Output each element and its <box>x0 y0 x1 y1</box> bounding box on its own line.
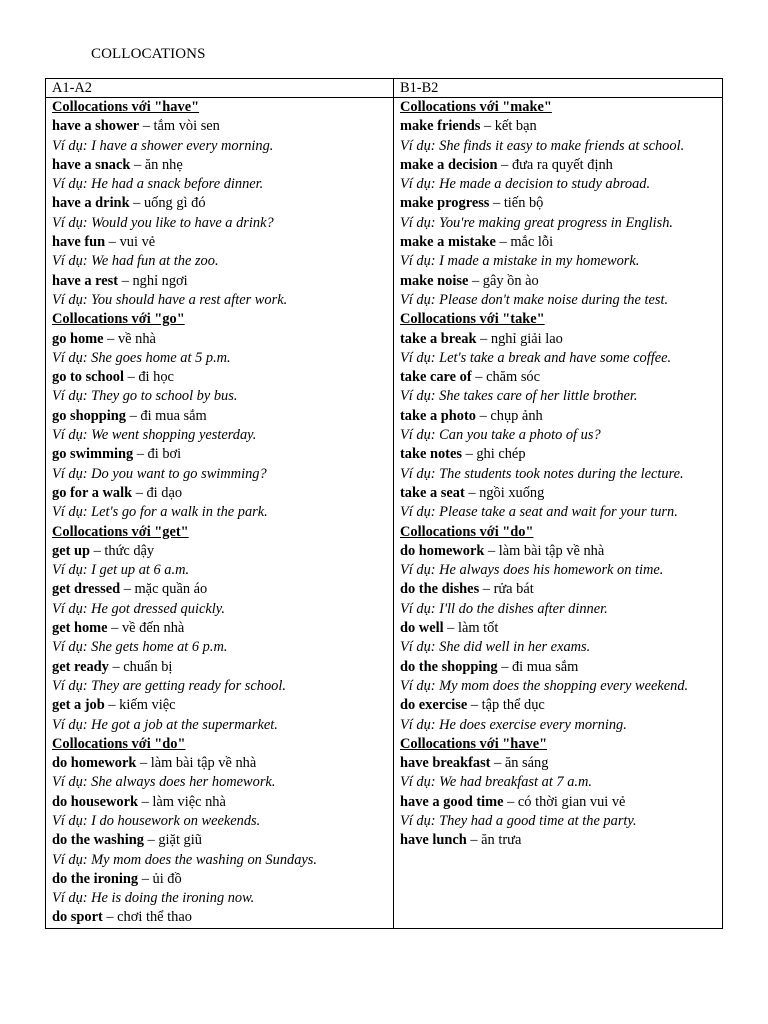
separator-dash: – <box>479 581 494 598</box>
example-sentence: Ví dụ: I have a shower every morning. <box>52 137 274 154</box>
collocation-meaning: chăm sóc <box>486 369 541 386</box>
collocation-phrase: go shopping <box>52 407 126 424</box>
collocation-phrase: have a good time <box>400 793 504 810</box>
collocation-meaning: làm bài tập về nhà <box>498 542 605 559</box>
example-sentence: Ví dụ: She did well in her exams. <box>400 639 591 656</box>
collocation-meaning: vui vẻ <box>119 234 156 251</box>
separator-dash: – <box>443 620 458 637</box>
column-header-b1-b2: B1-B2 <box>394 79 723 98</box>
example-sentence: Ví dụ: We went shopping yesterday. <box>52 427 257 444</box>
separator-dash: – <box>104 697 120 714</box>
collocation-entry <box>400 117 716 136</box>
separator-dash: – <box>489 195 504 212</box>
collocation-entry <box>52 754 387 773</box>
collocation-meaning: về nhà <box>117 330 156 347</box>
separator-dash: – <box>464 484 480 501</box>
separator-dash: – <box>467 697 482 714</box>
collocation-entry <box>52 330 387 349</box>
example-sentence: Ví dụ: You should have a rest after work. <box>52 291 288 308</box>
collocation-meaning: gây ồn ào <box>482 272 539 289</box>
collocation-phrase: go home <box>52 330 104 347</box>
collocation-meaning: ăn trưa <box>481 832 522 849</box>
collocation-meaning: tắm vòi sen <box>153 118 220 135</box>
example-sentence: Ví dụ: He got dressed quickly. <box>52 600 225 617</box>
separator-dash: – <box>468 272 483 289</box>
collocation-entry <box>52 368 387 387</box>
separator-dash: – <box>133 446 148 463</box>
separator-dash: – <box>126 407 141 424</box>
collocation-meaning: chuẩn bị <box>123 658 173 675</box>
collocation-entry <box>400 330 716 349</box>
example-sentence: Ví dụ: Let's go for a walk in the park. <box>52 504 268 521</box>
separator-dash: – <box>130 156 145 173</box>
section-heading: Collocations với "take" <box>400 311 545 328</box>
example-sentence: Ví dụ: They are getting ready for school. <box>52 677 286 694</box>
collocation-entry <box>400 580 716 599</box>
separator-dash: – <box>497 156 512 173</box>
document-title: COLLOCATIONS <box>91 46 206 62</box>
example-sentence: Ví dụ: She gets home at 6 p.m. <box>52 639 228 656</box>
separator-dash: – <box>120 581 135 598</box>
collocation-meaning: mặc quần áo <box>134 581 208 598</box>
table-body-row <box>46 98 723 929</box>
collocation-meaning: ghi chép <box>476 446 526 463</box>
collocation-phrase: do sport <box>52 909 103 926</box>
column-a1-a2 <box>46 98 394 929</box>
collocation-phrase: go for a walk <box>52 484 133 501</box>
collocation-meaning: uống gì đó <box>143 195 206 212</box>
example-sentence: Ví dụ: We had breakfast at 7 a.m. <box>400 774 592 791</box>
separator-dash: – <box>497 658 512 675</box>
section-heading: Collocations với "do" <box>52 735 186 752</box>
example-sentence: Ví dụ: He always does his homework on time. <box>400 562 664 579</box>
example-sentence: Ví dụ: She finds it easy to make friends at school. <box>400 137 685 154</box>
collocation-phrase: have a drink <box>52 195 130 212</box>
collocation-entry <box>52 870 387 889</box>
example-sentence: Ví dụ: He is doing the ironing now. <box>52 890 255 907</box>
separator-dash: – <box>480 118 495 135</box>
collocation-meaning: làm bài tập về nhà <box>150 755 257 772</box>
collocation-phrase: get home <box>52 620 108 637</box>
separator-dash: – <box>107 620 122 637</box>
collocation-entry <box>400 542 716 561</box>
section-heading: Collocations với "make" <box>400 99 552 115</box>
collocation-phrase: make a decision <box>400 156 498 173</box>
column-b1-b2 <box>394 98 723 929</box>
column-header-a1-a2: A1-A2 <box>46 79 394 98</box>
example-sentence: Ví dụ: She goes home at 5 p.m. <box>52 349 231 366</box>
collocation-phrase: get ready <box>52 658 109 675</box>
collocation-phrase: get up <box>52 542 90 559</box>
collocation-phrase: take a photo <box>400 407 476 424</box>
collocation-phrase: take notes <box>400 446 462 463</box>
collocation-meaning: chụp ảnh <box>490 407 543 424</box>
collocation-meaning: nghỉ ngơi <box>132 272 188 289</box>
separator-dash: – <box>139 118 154 135</box>
separator-dash: – <box>118 272 133 289</box>
example-sentence: Ví dụ: They go to school by bus. <box>52 388 238 405</box>
collocation-entry <box>52 908 387 927</box>
example-sentence: Ví dụ: Please take a seat and wait for your turn. <box>400 504 678 521</box>
collocation-phrase: do homework <box>400 542 485 559</box>
separator-dash: – <box>136 755 151 772</box>
separator-dash: – <box>103 330 118 347</box>
collocation-meaning: đưa ra quyết định <box>511 156 613 173</box>
example-sentence: Ví dụ: I do housework on weekends. <box>52 812 261 829</box>
collocation-meaning: làm việc nhà <box>152 793 226 810</box>
example-sentence: Ví dụ: She takes care of her little brother. <box>400 388 638 405</box>
example-sentence: Ví dụ: I made a mistake in my homework. <box>400 253 640 270</box>
separator-dash: – <box>123 369 139 386</box>
example-sentence: Ví dụ: Can you take a photo of us? <box>400 427 601 444</box>
collocation-entry <box>52 696 387 715</box>
section-heading: Collocations với "have" <box>400 735 548 752</box>
collocation-meaning: đi dạo <box>146 484 183 501</box>
collocation-meaning: có thời gian vui vẻ <box>517 793 626 810</box>
collocations-table <box>45 78 723 929</box>
separator-dash: – <box>503 793 518 810</box>
collocation-phrase: do well <box>400 620 444 637</box>
separator-dash: – <box>495 234 511 251</box>
collocation-entry <box>400 754 716 773</box>
separator-dash: – <box>476 330 491 347</box>
collocation-phrase: do the ironing <box>52 870 139 887</box>
separator-dash: – <box>102 909 118 926</box>
example-sentence: Ví dụ: Do you want to go swimming? <box>52 465 267 482</box>
section-heading: Collocations với "have" <box>52 99 200 115</box>
collocation-entry <box>52 156 387 175</box>
collocation-phrase: have a shower <box>52 118 140 135</box>
collocation-meaning: đi mua sắm <box>511 658 579 675</box>
collocation-meaning: nghỉ giải lao <box>490 330 563 347</box>
collocation-entry <box>52 272 387 291</box>
collocation-entry <box>52 542 387 561</box>
separator-dash: – <box>105 234 120 251</box>
collocation-entry <box>52 117 387 136</box>
collocation-phrase: do housework <box>52 793 138 810</box>
collocation-meaning: đi mua sắm <box>140 407 207 424</box>
collocation-meaning: ngồi xuống <box>479 484 545 501</box>
separator-dash: – <box>475 407 491 424</box>
separator-dash: – <box>466 832 482 849</box>
collocation-entry <box>400 484 716 503</box>
collocation-entry <box>400 658 716 677</box>
separator-dash: – <box>137 793 153 810</box>
collocation-meaning: kết bạn <box>494 118 537 135</box>
separator-dash: – <box>461 446 477 463</box>
collocation-phrase: make noise <box>400 272 469 289</box>
separator-dash: – <box>484 542 499 559</box>
example-sentence: Ví dụ: We had fun at the zoo. <box>52 253 219 270</box>
example-sentence: Ví dụ: The students took notes during the lecture. <box>400 465 684 482</box>
collocation-meaning: làm tốt <box>457 620 499 637</box>
collocation-phrase: go to school <box>52 369 124 386</box>
collocation-entry <box>400 407 716 426</box>
collocation-entry <box>52 445 387 464</box>
collocation-meaning: chơi thể thao <box>117 909 192 926</box>
collocation-entry <box>52 194 387 213</box>
collocation-phrase: have a snack <box>52 156 131 173</box>
example-sentence: Ví dụ: He had a snack before dinner. <box>52 176 264 193</box>
collocation-meaning: kiếm việc <box>119 697 176 714</box>
collocation-meaning: mắc lỗi <box>510 234 554 251</box>
collocation-phrase: take care of <box>400 369 472 386</box>
collocation-entry <box>52 619 387 638</box>
section-heading: Collocations với "do" <box>400 523 534 540</box>
section-heading: Collocations với "get" <box>52 523 189 540</box>
example-sentence: Ví dụ: Would you like to have a drink? <box>52 214 274 231</box>
separator-dash: – <box>138 870 153 887</box>
collocation-entry <box>52 580 387 599</box>
example-sentence: Ví dụ: You're making great progress in English. <box>400 214 674 231</box>
collocation-meaning: đi bơi <box>147 446 182 463</box>
collocation-phrase: do the dishes <box>400 581 480 598</box>
collocation-phrase: do homework <box>52 755 137 772</box>
collocation-entry <box>400 696 716 715</box>
collocation-entry <box>400 445 716 464</box>
collocation-meaning: thức dậy <box>104 542 155 559</box>
collocation-meaning: rửa bát <box>493 581 534 598</box>
collocation-phrase: do the washing <box>52 832 144 849</box>
separator-dash: – <box>471 369 487 386</box>
collocation-meaning: ủi đồ <box>152 870 182 887</box>
collocation-phrase: have lunch <box>400 832 467 849</box>
collocation-meaning: về đến nhà <box>121 620 185 637</box>
collocation-entry <box>52 658 387 677</box>
collocation-phrase: go swimming <box>52 446 134 463</box>
collocation-phrase: get a job <box>52 697 105 714</box>
section-heading: Collocations với "go" <box>52 311 185 328</box>
collocation-phrase: have breakfast <box>400 755 491 772</box>
collocation-entry <box>400 156 716 175</box>
example-sentence: Ví dụ: He made a decision to study abroad. <box>400 176 651 193</box>
separator-dash: – <box>108 658 124 675</box>
collocation-entry <box>400 194 716 213</box>
example-sentence: Ví dụ: He got a job at the supermarket. <box>52 716 278 733</box>
example-sentence: Ví dụ: My mom does the washing on Sundays. <box>52 851 317 868</box>
collocation-entry <box>52 484 387 503</box>
collocation-phrase: make a mistake <box>400 234 496 251</box>
separator-dash: – <box>490 755 505 772</box>
collocation-meaning: tập thể dục <box>481 697 545 714</box>
collocation-meaning: ăn sáng <box>504 755 549 772</box>
collocation-phrase: have fun <box>52 234 106 251</box>
example-sentence: Ví dụ: He does exercise every morning. <box>400 716 627 733</box>
collocation-entry <box>400 619 716 638</box>
collocation-phrase: do the shopping <box>400 658 498 675</box>
example-sentence: Ví dụ: She always does her homework. <box>52 774 276 791</box>
separator-dash: – <box>129 195 144 212</box>
collocation-entry <box>400 233 716 252</box>
separator-dash: – <box>89 542 105 559</box>
collocation-phrase: do exercise <box>400 697 468 714</box>
example-sentence: Ví dụ: They had a good time at the party. <box>400 812 637 829</box>
table-header-row <box>46 79 723 98</box>
example-sentence: Ví dụ: My mom does the shopping every weekend. <box>400 677 689 694</box>
collocation-phrase: get dressed <box>52 581 121 598</box>
collocation-meaning: giặt giũ <box>158 832 202 849</box>
example-sentence: Ví dụ: I get up at 6 a.m. <box>52 562 190 579</box>
example-sentence: Ví dụ: I'll do the dishes after dinner. <box>400 600 608 617</box>
collocation-entry <box>400 272 716 291</box>
collocation-entry <box>400 793 716 812</box>
collocation-entry <box>52 831 387 850</box>
collocation-phrase: take a seat <box>400 484 465 501</box>
collocation-entry <box>400 368 716 387</box>
example-sentence: Ví dụ: Let's take a break and have some coffee. <box>400 349 672 366</box>
collocation-phrase: make progress <box>400 195 490 212</box>
separator-dash: – <box>132 484 147 501</box>
example-sentence: Ví dụ: Please don't make noise during the test. <box>400 291 669 308</box>
separator-dash: – <box>143 832 159 849</box>
collocation-entry <box>52 793 387 812</box>
collocation-entry <box>52 233 387 252</box>
collocation-meaning: đi học <box>138 369 174 386</box>
collocation-phrase: take a break <box>400 330 477 347</box>
collocation-entry <box>400 831 716 850</box>
collocation-meaning: ăn nhẹ <box>144 156 183 173</box>
collocation-meaning: tiến bộ <box>503 195 544 212</box>
collocation-phrase: have a rest <box>52 272 119 289</box>
collocation-entry <box>52 407 387 426</box>
collocation-phrase: make friends <box>400 118 481 135</box>
